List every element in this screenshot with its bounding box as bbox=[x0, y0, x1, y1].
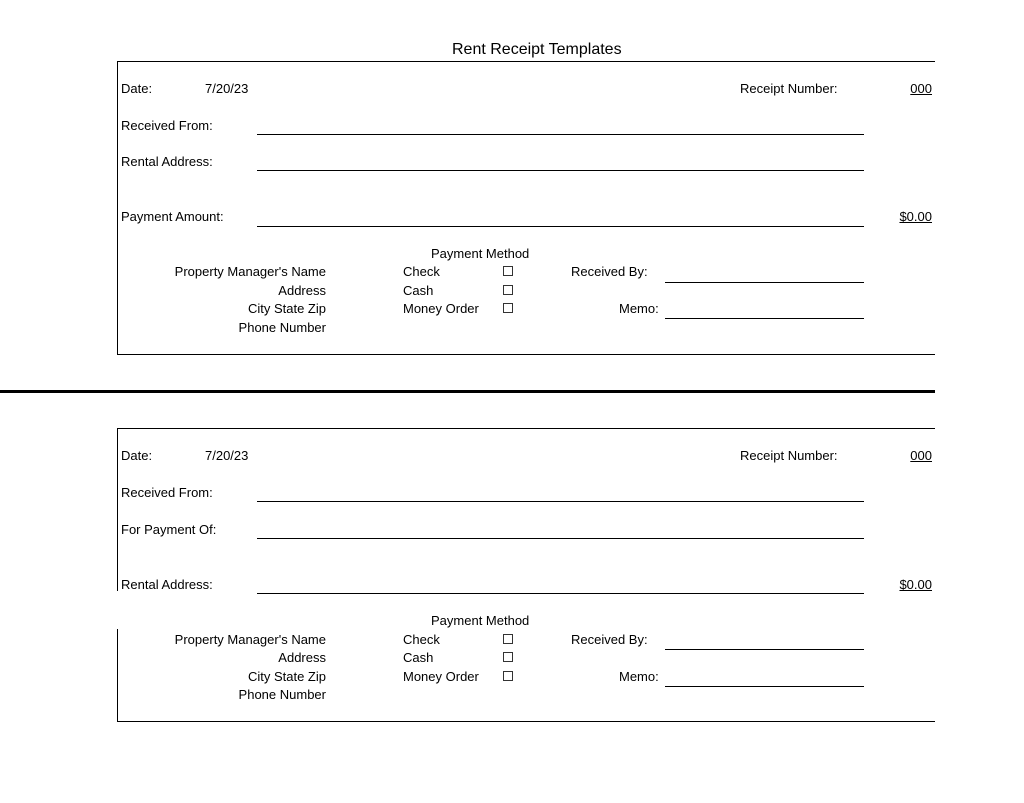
received-from-label: Received From: bbox=[121, 485, 213, 500]
received-by-label: Received By: bbox=[571, 264, 648, 279]
memo-field[interactable] bbox=[665, 686, 864, 687]
receipt-border-bottom bbox=[117, 354, 935, 355]
date-label: Date: bbox=[121, 448, 153, 463]
manager-city-state-zip: City State Zip bbox=[247, 669, 326, 684]
receipt-number-value[interactable]: 000 bbox=[910, 81, 932, 96]
received-from-field[interactable] bbox=[257, 134, 864, 135]
rental-address-field[interactable] bbox=[257, 593, 864, 594]
receipt-border-bottom bbox=[117, 721, 935, 722]
date-label: Date: bbox=[121, 81, 153, 96]
payment-method-label: Payment Method bbox=[431, 246, 530, 261]
receipt-border-top bbox=[117, 61, 935, 62]
date-value[interactable]: 7/20/23 bbox=[205, 448, 249, 463]
method-check-checkbox[interactable] bbox=[503, 634, 513, 644]
receipt-border-left bbox=[117, 61, 118, 355]
method-money-order-label: Money Order bbox=[403, 669, 479, 684]
payment-amount-label: Payment Amount: bbox=[121, 209, 224, 224]
manager-city-state-zip: City State Zip bbox=[247, 301, 326, 316]
method-money-order-checkbox[interactable] bbox=[503, 671, 513, 681]
method-cash-label: Cash bbox=[403, 283, 434, 298]
amount-value[interactable]: $0.00 bbox=[899, 209, 932, 224]
payment-amount-field[interactable] bbox=[257, 226, 864, 227]
method-money-order-label: Money Order bbox=[403, 301, 479, 316]
amount-value[interactable]: $0.00 bbox=[899, 577, 932, 592]
receipt-2 bbox=[117, 428, 935, 722]
payment-method-label: Payment Method bbox=[431, 613, 530, 628]
method-check-label: Check bbox=[403, 264, 440, 279]
manager-address: Address bbox=[278, 650, 326, 665]
manager-name: Property Manager's Name bbox=[174, 632, 326, 647]
rental-address-label: Rental Address: bbox=[121, 154, 213, 169]
date-value[interactable]: 7/20/23 bbox=[205, 81, 249, 96]
received-by-field[interactable] bbox=[665, 649, 864, 650]
rental-address-label: Rental Address: bbox=[121, 577, 213, 592]
memo-label: Memo: bbox=[619, 669, 659, 684]
manager-address: Address bbox=[278, 283, 326, 298]
method-cash-checkbox[interactable] bbox=[503, 652, 513, 662]
receipt-border-left bbox=[117, 428, 118, 591]
method-cash-checkbox[interactable] bbox=[503, 285, 513, 295]
receipt-border-left bbox=[117, 629, 118, 722]
for-payment-of-label: For Payment Of: bbox=[121, 522, 217, 537]
memo-field[interactable] bbox=[665, 318, 864, 319]
page-title: Rent Receipt Templates bbox=[452, 41, 622, 58]
method-cash-label: Cash bbox=[403, 650, 434, 665]
receipt-border-top bbox=[117, 428, 935, 429]
method-money-order-checkbox[interactable] bbox=[503, 303, 513, 313]
receipt-1 bbox=[117, 61, 935, 355]
receipt-number-label: Receipt Number: bbox=[740, 81, 838, 96]
cut-divider bbox=[0, 390, 935, 393]
rental-address-field[interactable] bbox=[257, 170, 864, 171]
manager-phone: Phone Number bbox=[238, 687, 326, 702]
for-payment-of-field[interactable] bbox=[257, 538, 864, 539]
method-check-checkbox[interactable] bbox=[503, 266, 513, 276]
received-by-field[interactable] bbox=[665, 282, 864, 283]
manager-name: Property Manager's Name bbox=[174, 264, 326, 279]
receipt-number-label: Receipt Number: bbox=[740, 448, 838, 463]
method-check-label: Check bbox=[403, 632, 440, 647]
manager-phone: Phone Number bbox=[238, 320, 326, 335]
received-from-label: Received From: bbox=[121, 118, 213, 133]
receipt-number-value[interactable]: 000 bbox=[910, 448, 932, 463]
received-from-field[interactable] bbox=[257, 501, 864, 502]
received-by-label: Received By: bbox=[571, 632, 648, 647]
memo-label: Memo: bbox=[619, 301, 659, 316]
